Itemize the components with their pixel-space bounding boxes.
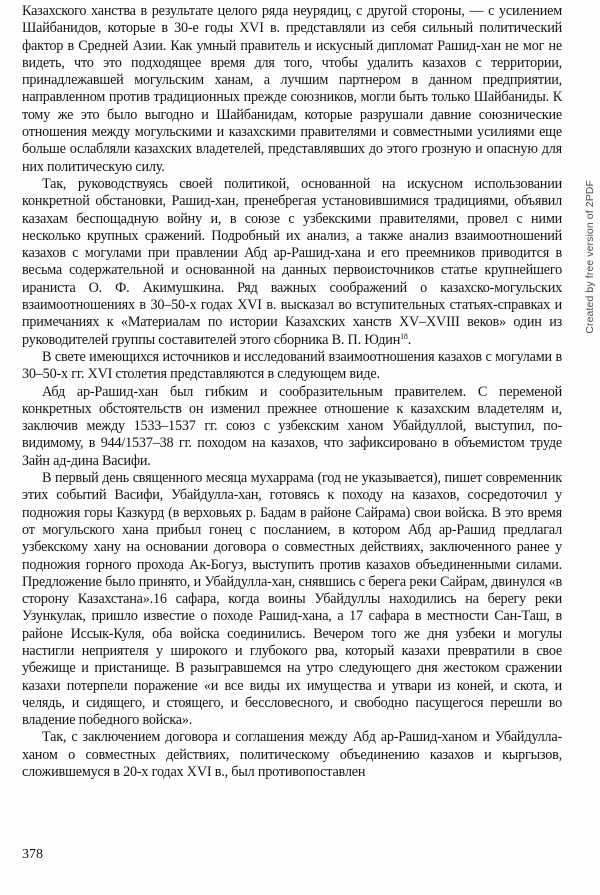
- paragraph-3: В свете имеющихся источников и исследований взаимоотношения казахов с могулами в 30–50-х гг. XVI столетия представляются в следующем виде.: [22, 348, 562, 383]
- paragraph-4: Абд ар-Рашид-хан был гибким и сообразительным правителем. С переменой конкретных обстоятельств он изменил прежнее отношение к казахским владетелям и, заключив между 1533–1537 гг. союз с узбекским ханом Убайдуллой, выступил, по-видимому, в 944/1537–38 гг. походом на казахов, что зафиксировано в объемистом труде Зайн ад-дина Васифи.: [22, 383, 562, 469]
- page-number: 378: [22, 847, 43, 862]
- paragraph-6: Так, с заключением договора и соглашения между Абд ар-Рашид-ханом и Убайдулла-ханом о совместных действиях, политическому объединению казахов и кыргызов, сложившемуся в 20-х годах XVI в., был противопоставлен: [22, 729, 562, 781]
- paragraph-2: Так, руководствуясь своей политикой, основанной на искусном использовании конкретной обстановки, Рашид-хан, пренебрегая установившимися традициями, объявил казахам беспощадную войну и, в союзе с узбекскими правителями, провел с ними несколько крупных сражений. Подробный их анализ, а также анализ взаимоотношений казахов с могулами при правлении Абд ар-Рашид-хана и его преемников приводится в весьма содержательной и основанной на данных первоисточников статье крупнейшего ираниста О. Ф. Акимушкина. Ряд важных соображений о казахско-могульских взаимоотношениях в 30–50-х годах XVI в. высказал во вступительных статьях-справках и примечаниях к «Материалам по истории Казахских ханств XV–XVIII веков» один из руководителей группы составителей этого сборника В. П. Юдин$^{18}$.: [22, 175, 562, 348]
- footnote-reference: 18: [400, 331, 408, 341]
- paragraph-1: Казахского ханства в результате целого ряда неурядиц, с другой стороны, — с усилением Шайбанидов, которые в 30-е годы XVI в. представляли из себя сильный политический фактор в Средней Азии. Как умный правитель и искусный дипломат Рашид-хан не мог не видеть, что это подходящее время для того, чтобы удалить казахов с территории, принадлежавшей могульским ханам, а лучшим партнером в данном предприятии, направленном против традиционных прежде союзников, могли быть только Шайбаниды. К тому же это было выгодно и Шайбанидам, которые разрушали давние союзнические отношения между могульскими и казахскими правителями и совместными усилиями еще больше ослабляли казахских владетелей, представлявших до этого грозную и опасную для них политическую силу.: [22, 3, 562, 175]
- watermark-text: Created by free version of 2PDF: [584, 180, 596, 334]
- paragraph-2-text: Так, руководствуясь своей политикой, основанной на искусном использовании конкретной обстановки, Рашид-хан, пренебрегая установившимися традициями, объявил казахам беспощадную войну и, в союзе с узбекскими правителями, провел с ними несколько крупных сражений. Подробный их анализ, а также анализ взаимоотношений казахов с могулами при правлении Абд ар-Рашид-хана и его преемников приводится в весьма содержательной и основанной на данных первоисточников статье крупнейшего ираниста О. Ф. Акимушкина. Ряд важных соображений о казахско-могульских взаимоотношениях в 30–50-х годах XVI в. высказал во вступительных статьях-справках и примечаниях к «Материалам по истории Казахских ханств XV–XVIII веков» один из руководителей группы составителей этого сборника В. П. Юдин: [22, 175, 562, 348]
- page-text-body: [22, 3, 562, 781]
- paragraph-5: В первый день священного месяца мухаррама (год не указывается), пишет современник этих событий Васифи, Убайдулла-хан, готовясь к походу на казахов, сосредоточил у подножия горы Казкурд (в верховьях р. Бадам в районе Сайрама) свои войска. В это время от могульского хана прибыл гонец с посланием, в котором Абд ар-Рашид предлагал узбекскому хану на основании договора о совместных действиях, заключенного ранее у подножия горного прохода Ак-Богуз, выступить против казахов объединенными силами. Предложение было принято, и Убайдулла-хан, снявшись с берега реки Сайрам, двинулся «в сторону Казахстана».16 сафара, когда воины Убайдуллы находились на берегу реки Узункулак, пришло известие о походе Рашид-хана, а 17 сафара в местности Сан-Таш, в районе Иссык-Куля, оба войска соединились. Вечером того же дня узбеки и могулы настигли неприятеля у широкого и глубокого рва, который казахи превратили в свое убежище и пристанище. В разыгравшемся на утро следующего дня жестоком сражении казахи потерпели поражение «и все виды их имущества и утвари из коней, и скота, и челядь, и сидящего, и стоящего, и бессловесного, и свободно пасущегося перешли во владение победного войска».: [22, 470, 562, 729]
